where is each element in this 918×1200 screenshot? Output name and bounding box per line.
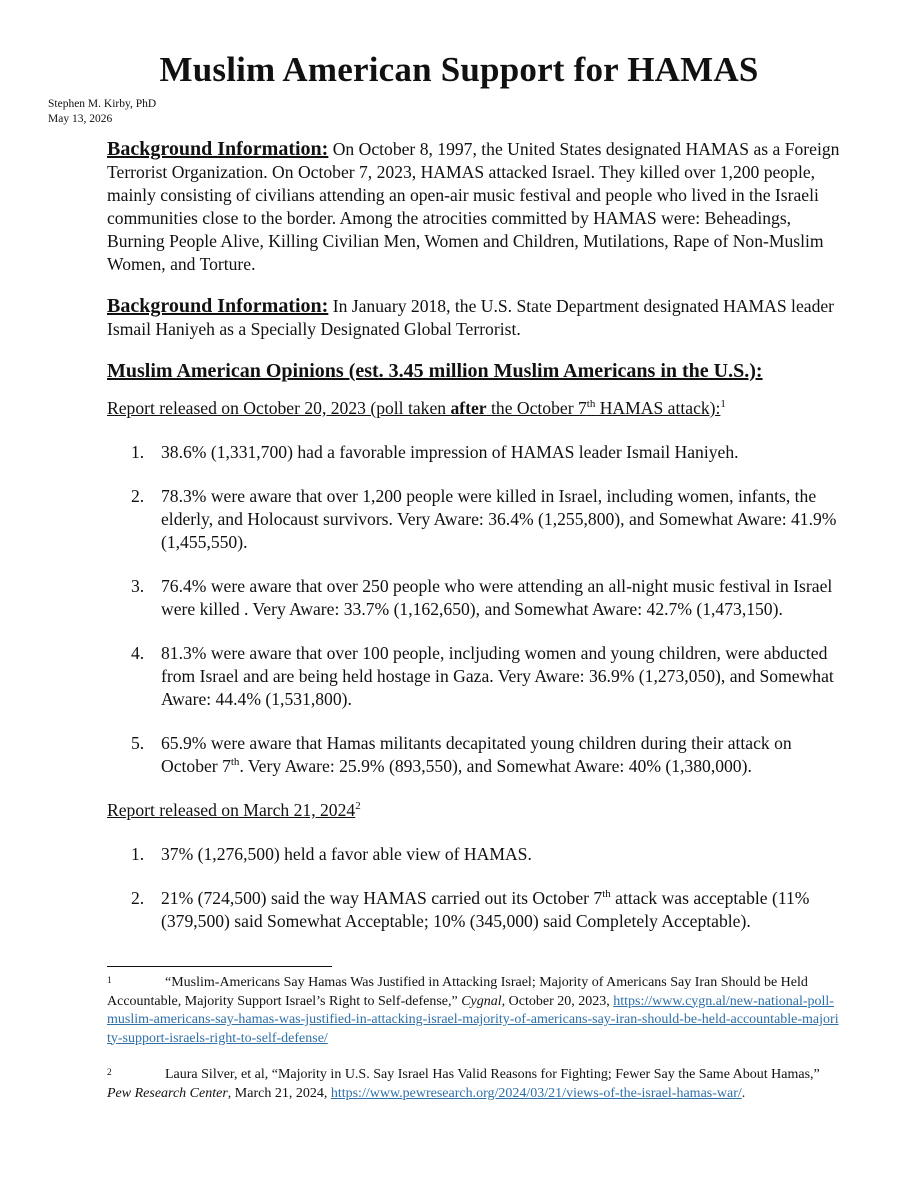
list-number: 2. [131, 888, 145, 908]
report-2-heading-text: Report released on March 21, 2024 [107, 800, 356, 820]
report-1-heading-bold: after [450, 398, 487, 418]
footnote-divider [107, 966, 332, 967]
list-item [107, 441, 842, 464]
ordinal-suffix: th [602, 888, 611, 901]
opinions-heading: Muslim American Opinions (est. 3.45 million Muslim Americans in the U.S.): [107, 360, 763, 382]
list-text: 37% (1,276,500) held a favor able view of HAMAS. [161, 844, 532, 864]
list-text: 81.3% were aware that over 100 people, incljuding women and young children, were abducted from Israel and are being held hostage in Gaza. Very Aware: 36.9% (1,273,050), and Somewhat Aware: 44.4% (1,531,800). [161, 643, 834, 709]
footnote-ref-1[interactable]: 1 [720, 398, 726, 411]
background-label: Background Information: [107, 138, 329, 160]
report-1-heading [107, 397, 842, 420]
list-text: attack was acceptable (11% (379,500) said Somewhat Acceptable; 10% (345,000) said Completely Acceptable). [161, 888, 810, 931]
document-date: May 13, 2026 [48, 113, 113, 125]
list-text: 65.9% were aware that Hamas militants decapitated young children during their attack on October 7 [161, 733, 792, 776]
report-2-list [107, 843, 842, 933]
list-item [107, 732, 842, 778]
page-title: Muslim American Support for HAMAS [159, 50, 759, 89]
list-item [107, 485, 842, 554]
report-1-heading-a: Report released on October 20, 2023 (poll taken [107, 398, 451, 418]
footnote-end: . [741, 1085, 746, 1101]
footnote-text: , October 20, 2023, [501, 993, 614, 1009]
list-text: 21% (724,500) said the way HAMAS carried out its October 7 [161, 888, 603, 908]
footnote-2 [107, 1066, 842, 1103]
list-number: 1. [131, 844, 145, 864]
list-text: 38.6% (1,331,700) had a favorable impression of HAMAS leader Ismail Haniyeh. [161, 442, 739, 462]
background-label: Background Information: [107, 295, 329, 317]
footnote-link[interactable]: https://www.cygn.al/new-national-poll-muslim-americans-say-hamas-was-justified-in-attacking-israel-majority-of-americans-say-iran-should-be-held-accountable-majority-support-israels-right-to-self-defense/ [107, 993, 839, 1046]
ordinal-suffix: th [586, 398, 596, 411]
report-1-list [107, 441, 842, 778]
ordinal-suffix: th [230, 756, 240, 769]
list-number: 1. [131, 442, 145, 462]
footnote-source: Cygnal [461, 993, 502, 1009]
footnote-text: “Muslim-Americans Say Hamas Was Justified in Attacking Israel; Majority of Americans Say Iran Should be Held Accountable, Majority Support Israel’s Right to Self-defense,” [107, 975, 808, 1009]
background-paragraph-1 [107, 138, 842, 276]
list-number: 2. [131, 486, 145, 506]
background-text: On October 8, 1997, the United States designated HAMAS as a Foreign Terrorist Organization. On October 7, 2023, HAMAS attacked Israel. They killed over 1,200 people, mainly consisting of civilians attending an open-air music festival and people who lived in the Israeli communities close to the border. Among the atrocities committed by HAMAS were: Beheadings, Burning People Alive, Killing Civilian Men, Women and Children, Mutilations, Rape of Non-Muslim Women, and Torture. [107, 139, 840, 274]
list-item [107, 642, 842, 711]
list-text: . Very Aware: 25.9% (893,550), and Somewhat Aware: 40% (1,380,000). [239, 756, 752, 776]
report-2-heading [107, 799, 842, 822]
list-number: 5. [131, 733, 145, 753]
footnote-1 [107, 974, 842, 1048]
footnotes [107, 974, 842, 1121]
footnote-number: 2 [107, 1068, 112, 1078]
report-1-heading-c: HAMAS attack): [595, 398, 721, 418]
author-block [48, 97, 156, 127]
list-text: 76.4% were aware that over 250 people who were attending an all-night music festival in Israel were killed . Very Aware: 33.7% (1,162,650), and Somewhat Aware: 42.7% (1,473,150). [161, 576, 833, 619]
report-1-heading-b: the October 7 [486, 398, 587, 418]
background-paragraph-2 [107, 295, 842, 341]
footnote-link[interactable]: https://www.pewresearch.org/2024/03/21/views-of-the-israel-hamas-war/ [330, 1085, 742, 1101]
footnote-text: Laura Silver, et al, “Majority in U.S. Say Israel Has Valid Reasons for Fighting; Fewer Say the Same About Hamas,” [165, 1067, 820, 1082]
document-body [107, 138, 842, 954]
background-text: In January 2018, the U.S. State Department designated HAMAS leader Ismail Haniyeh as a Specially Designated Global Terrorist. [107, 296, 835, 339]
footnote-ref-2[interactable]: 2 [355, 800, 361, 813]
list-number: 4. [131, 643, 145, 663]
list-text: 78.3% were aware that over 1,200 people were killed in Israel, including women, infants, the elderly, and Holocaust survivors. Very Aware: 36.4% (1,255,800), and Somewhat Aware: 41.9% (1,455,550). [161, 486, 837, 552]
list-item [107, 575, 842, 621]
footnote-number: 1 [107, 976, 112, 986]
footnote-source: Pew Research Center [107, 1085, 228, 1101]
list-item [107, 887, 842, 933]
list-number: 3. [131, 576, 145, 596]
footnote-text: , March 21, 2024, [227, 1085, 331, 1101]
author-name: Stephen M. Kirby, PhD [48, 98, 157, 110]
list-item [107, 843, 842, 866]
